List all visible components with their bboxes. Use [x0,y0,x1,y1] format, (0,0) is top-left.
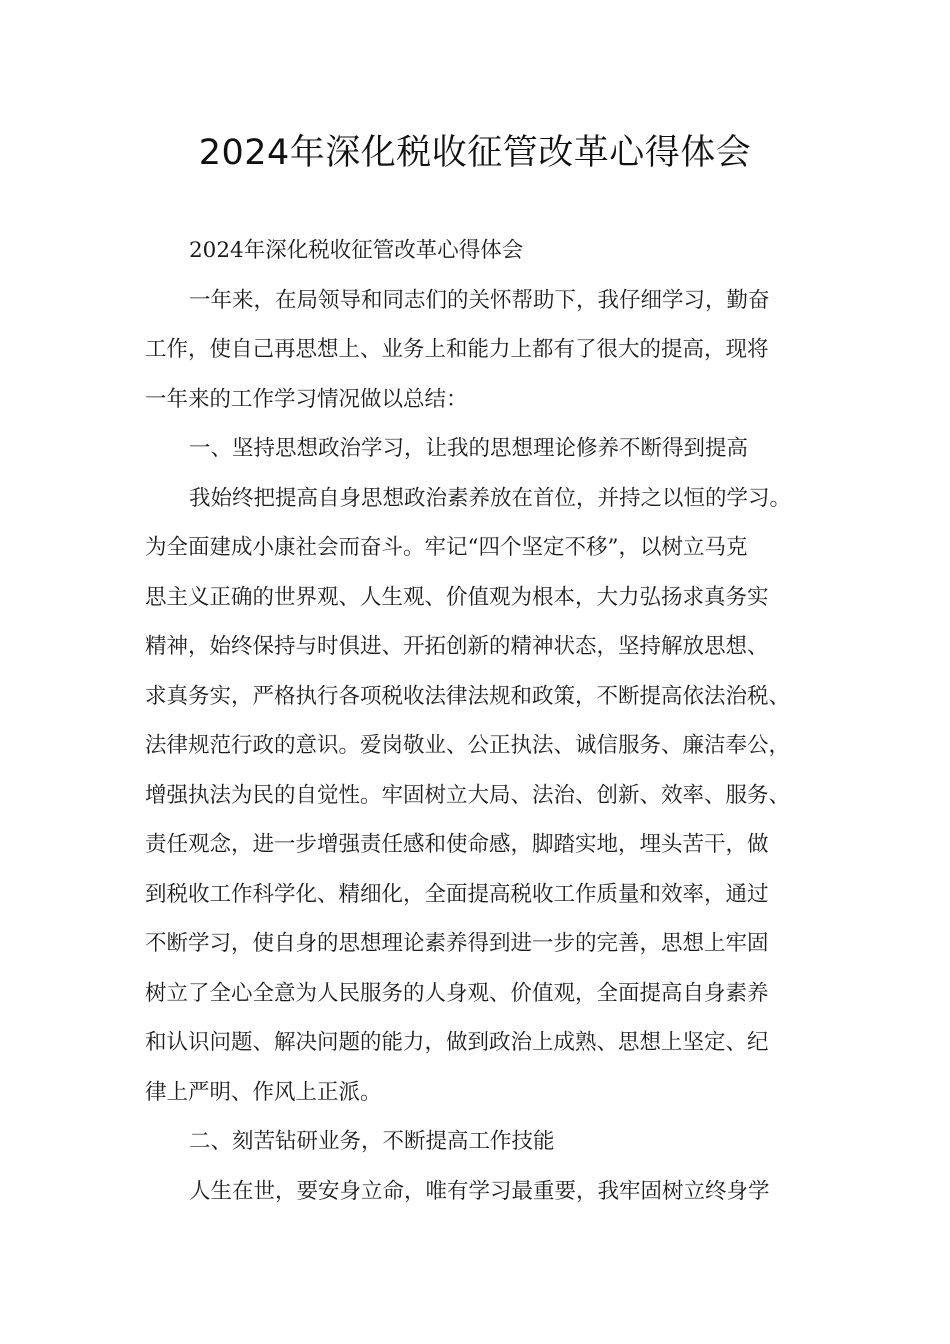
document-body [145,226,825,1216]
body-line: 2024年深化税收征管改革心得体会 [189,238,524,263]
body-line: 责任观念，进一步增强责任感和使命感，脚踏实地，埋头苦干，做 [145,832,769,857]
body-line: 和认识问题、解决问题的能力，做到政治上成熟、思想上坚定、纪 [145,1030,769,1055]
body-line: 树立了全心全意为人民服务的人身观、价值观，全面提高自身素养 [145,980,769,1006]
body-line: 二、刻苦钻研业务，不断提高工作技能 [189,1129,555,1154]
body-line: 到税收工作科学化、精细化，全面提高税收工作质量和效率，通过 [145,881,769,907]
body-line: 为全面建成小康社会而奋斗。牢记“四个坚定不移”，以树立马克 [145,535,748,560]
body-line: 一年来，在局领导和同志们的关怀帮助下，我仔细学习，勤奋 [189,287,770,313]
body-line: 精神，始终保持与时俱进、开拓创新的精神状态，坚持解放思想、 [145,634,769,659]
body-line: 法律规范行政的意识。爱岗敬业、公正执法、诚信服务、廉洁奉公， [145,733,791,758]
body-line: 一、坚持思想政治学习，让我的思想理论修养不断得到提高 [189,436,749,461]
body-line: 我始终把提高自身思想政治素养放在首位，并持之以恒的学习。 [189,485,792,511]
body-line: 不断学习，使自身的思想理论素养得到进一步的完善，思想上牢固 [145,931,769,956]
body-line: 一年来的工作学习情况做以总结： [145,386,468,412]
body-line: 律上严明、作风上正派。 [145,1079,382,1105]
body-line: 人生在世，要安身立命，唯有学习最重要，我牢固树立终身学 [189,1178,770,1204]
body-line: 工作，使自己再思想上、业务上和能力上都有了很大的提高，现将 [145,337,769,362]
body-line: 求真务实，严格执行各项税收法律法规和政策，不断提高依法治税、 [145,683,791,709]
body-line: 思主义正确的世界观、人生观、价值观为根本，大力弘扬求真务实 [145,584,769,610]
document-title: 2024年深化税收征管改革心得体会 [198,133,752,173]
body-line: 增强执法为民的自觉性。牢固树立大局、法治、创新、效率、服务、 [145,782,791,808]
